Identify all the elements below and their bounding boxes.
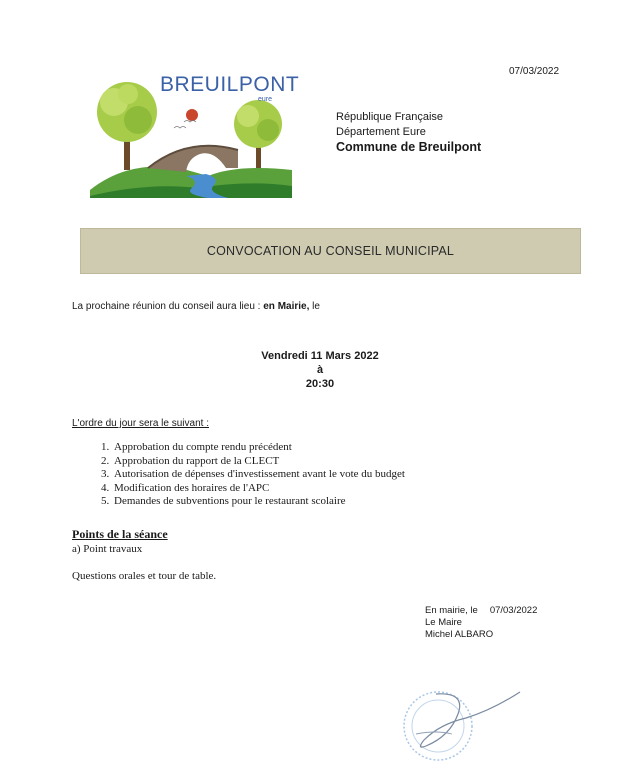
signoff-block bbox=[425, 605, 537, 641]
logo-title: BREUILPONT bbox=[160, 73, 300, 96]
points-title: Points de la séance bbox=[72, 527, 168, 541]
signoff-date: 07/03/2022 bbox=[489, 605, 538, 616]
document-date: 07/03/2022 bbox=[509, 66, 560, 77]
intro-place: en Mairie, bbox=[263, 301, 310, 312]
questions-line: Questions orales et tour de table. bbox=[72, 570, 217, 582]
header-republic: République Française bbox=[336, 111, 444, 123]
intro-suffix: le bbox=[309, 301, 320, 312]
agenda-item: 5. Demandes de subventions pour le restaurant scolaire bbox=[112, 495, 405, 509]
agenda-title: L'ordre du jour sera le suivant : bbox=[72, 418, 209, 429]
signoff-place: En mairie, le bbox=[425, 605, 478, 616]
meeting-day: Vendredi 11 Mars 2022 bbox=[261, 350, 379, 362]
intro-sentence bbox=[72, 301, 320, 312]
agenda-item: 3. Autorisation de dépenses d'investissement avant le vote du budget bbox=[112, 468, 405, 482]
signoff-name: Michel ALBARO bbox=[425, 629, 494, 640]
header-department: Département Eure bbox=[336, 126, 426, 138]
agenda-item: 2. Approbation du rapport de la CLECT bbox=[112, 455, 405, 469]
intro-text: La prochaine réunion du conseil aura lieu : bbox=[72, 301, 264, 312]
tree-icon bbox=[97, 82, 157, 170]
meeting-datetime bbox=[220, 349, 420, 391]
logo-subtitle: eure bbox=[258, 96, 273, 103]
points-item: a) Point travaux bbox=[72, 543, 143, 555]
meeting-connector: à bbox=[316, 364, 324, 376]
sun-icon bbox=[186, 109, 198, 121]
meeting-time: 20:30 bbox=[305, 378, 335, 390]
signoff-role: Le Maire bbox=[425, 617, 462, 628]
convocation-banner: CONVOCATION AU CONSEIL MUNICIPAL bbox=[80, 228, 581, 274]
agenda-item: 1. Approbation du compte rendu précédent bbox=[112, 441, 405, 455]
agenda-list bbox=[88, 441, 405, 509]
agenda-item: 4. Modification des horaires de l'APC bbox=[112, 482, 405, 496]
tree-icon bbox=[234, 100, 282, 168]
header-commune: Commune de Breuilpont bbox=[336, 140, 482, 154]
header-block bbox=[336, 110, 481, 155]
signature-stamp-icon bbox=[396, 684, 526, 764]
signoff-place-date bbox=[425, 605, 537, 617]
